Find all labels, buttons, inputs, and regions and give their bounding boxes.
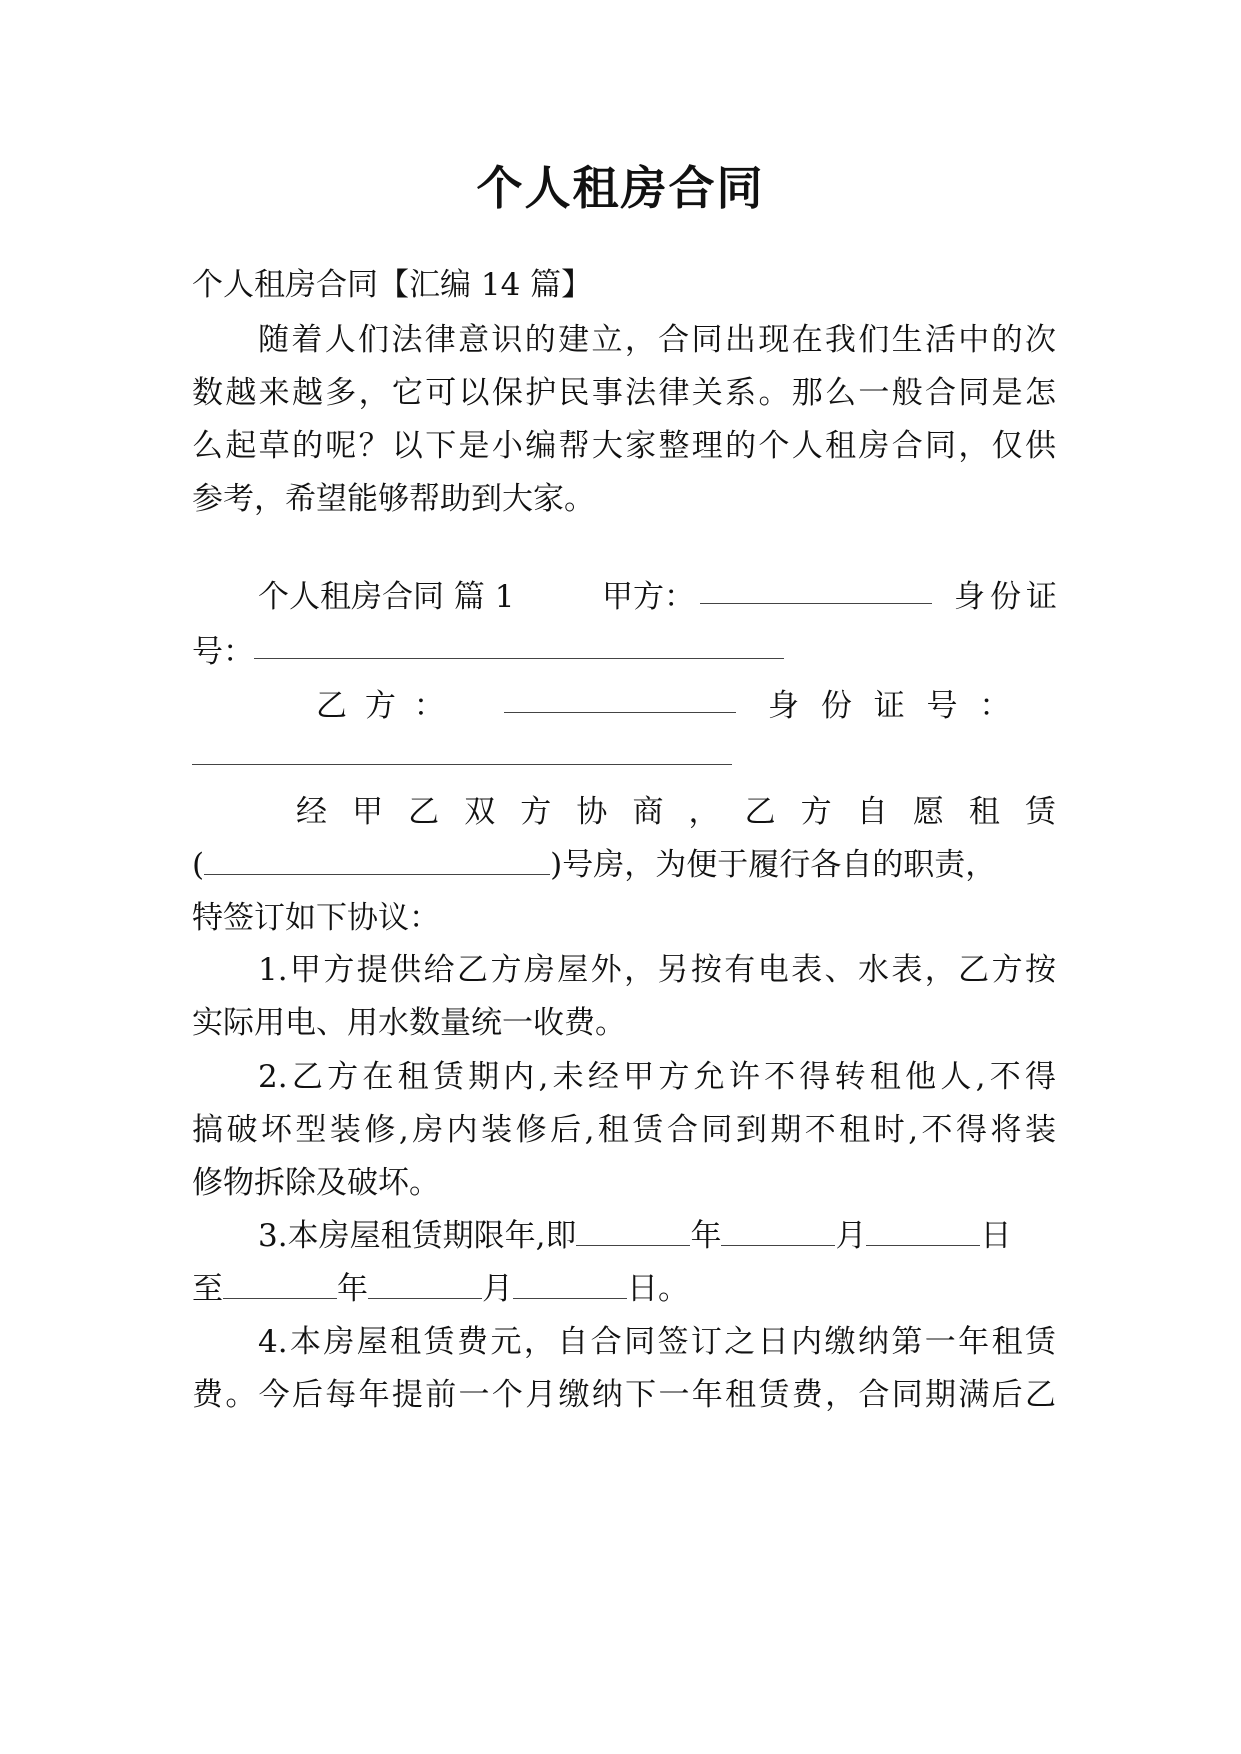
item-3-end-month: 月: [482, 1271, 513, 1307]
agreement-open-paren: (: [192, 847, 205, 883]
party-a-id-row: [192, 632, 1056, 672]
start-day-blank: [866, 1219, 980, 1246]
agreement-line-1: 经 甲 乙 双 方 协 商 ， 乙 方 自 愿 租 赁: [296, 794, 1056, 830]
agreement-line-2-text: )号房，为便于履行各自的职责，: [550, 847, 997, 883]
party-a-label: 甲方：: [602, 579, 695, 615]
party-b-blank: [504, 686, 736, 713]
item-2-line-c: 修物拆除及破坏。: [192, 1165, 440, 1201]
party-b-id-blank: [192, 738, 732, 765]
section-1-party-a-row: [192, 577, 1062, 617]
item-3-prefix: 3.本房屋租赁期限年,即: [258, 1218, 577, 1254]
intro-line-4: 参考，希望能够帮助到大家。: [192, 481, 595, 517]
document-subtitle: 个人租房合同【汇编 14 篇】: [192, 267, 593, 303]
item-3-month: 月: [835, 1218, 867, 1254]
intro-line-1: 随着人们法律意识的建立，合同出现在我们生活中的次: [258, 322, 1056, 358]
item-3-line-b: [192, 1269, 1056, 1309]
id-label: 身份证: [954, 579, 1062, 615]
party-b-label: 乙 方 ：: [316, 688, 449, 724]
end-month-blank: [368, 1272, 482, 1299]
party-b-row: [192, 686, 1056, 726]
document-title: 个人租房合同: [476, 161, 765, 215]
start-month-blank: [721, 1219, 835, 1246]
item-1-line-b: 实际用电、用水数量统一收费。: [192, 1005, 626, 1041]
item-4-line-a: 4.本房屋租赁费元，自合同签订之日内缴纳第一年租赁: [258, 1324, 1056, 1360]
intro-line-3: 么起草的呢？以下是小编帮大家整理的个人租房合同，仅供: [192, 428, 1056, 464]
item-3-to: 至: [192, 1271, 223, 1307]
agreement-line-2: [192, 845, 1056, 885]
start-year-blank: [576, 1219, 690, 1246]
item-3-end-year: 年: [337, 1271, 368, 1307]
party-b-id-label: 身 份 证 号 ：: [768, 688, 1017, 724]
section-1-heading: 个人租房合同 篇 1: [258, 579, 515, 615]
item-3-year: 年: [690, 1218, 722, 1254]
item-1-line-a: 1.甲方提供给乙方房屋外，另按有电表、水表，乙方按: [258, 952, 1056, 988]
agreement-line-3: 特签订如下协议：: [192, 900, 440, 936]
intro-line-2: 数越来越多，它可以保护民事法律关系。那么一般合同是怎: [192, 375, 1056, 411]
item-3-line-a: [258, 1216, 1056, 1256]
end-day-blank: [513, 1272, 627, 1299]
item-3-end-day: 日。: [627, 1271, 689, 1307]
party-b-id-row: [192, 738, 1056, 778]
id-number-label: 号：: [192, 634, 254, 670]
item-2-line-b: 搞破坏型装修,房内装修后,租赁合同到期不租时,不得将装: [192, 1112, 1056, 1148]
item-2-line-a: 2.乙方在租赁期内,未经甲方允许不得转租他人,不得: [258, 1059, 1056, 1095]
party-a-blank: [700, 577, 932, 604]
party-a-id-blank: [254, 632, 784, 659]
item-4-line-b: 费。今后每年提前一个月缴纳下一年租赁费，合同期满后乙: [192, 1377, 1056, 1413]
room-number-blank: [204, 848, 550, 875]
item-3-day: 日: [980, 1218, 1012, 1254]
end-year-blank: [223, 1272, 337, 1299]
